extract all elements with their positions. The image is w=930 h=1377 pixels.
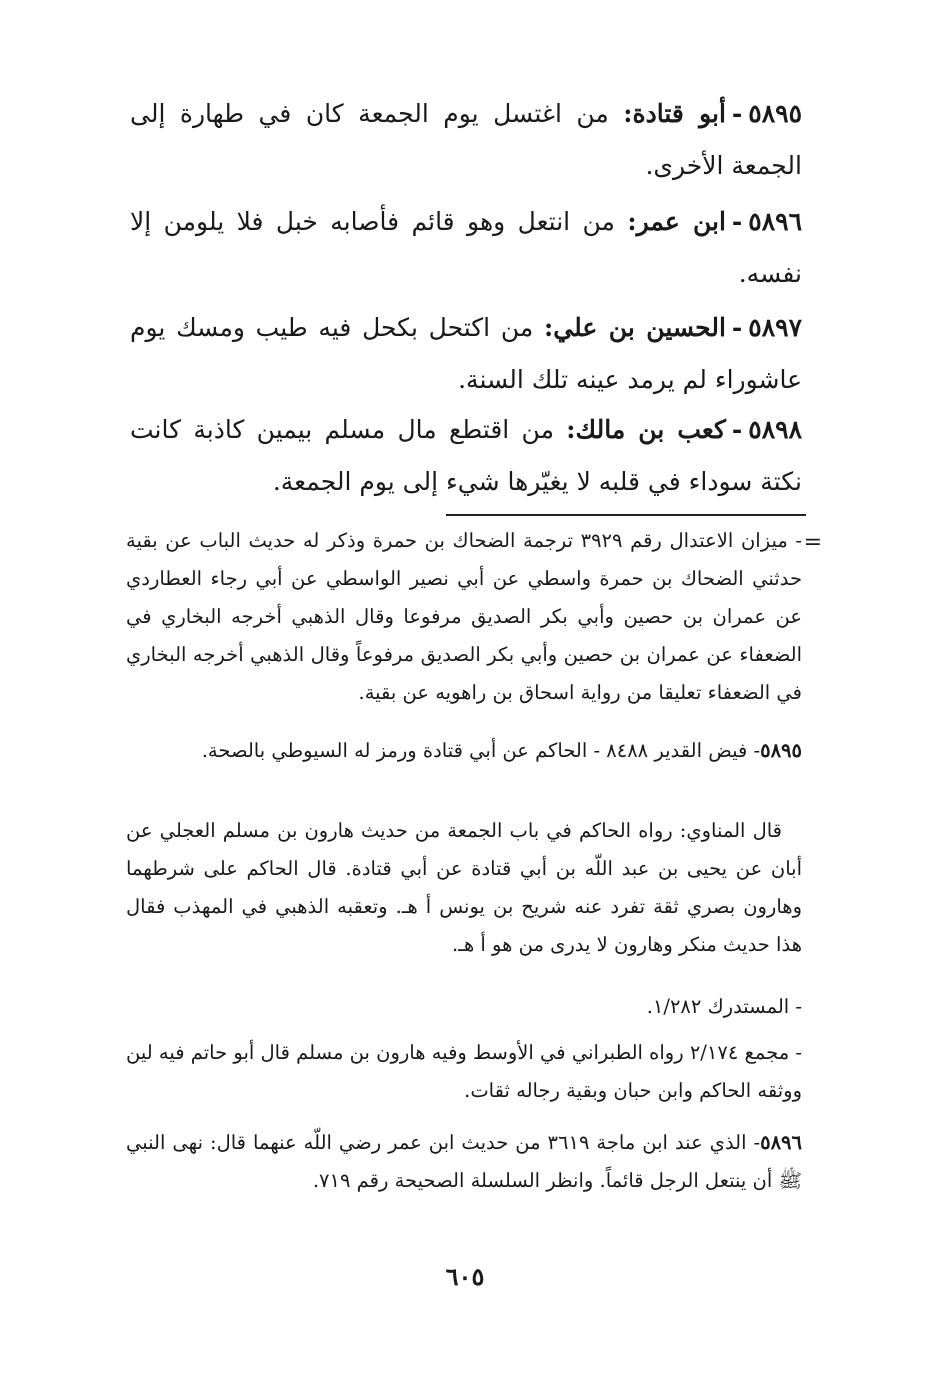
- hadith-5898: ٥٨٩٨-كعب بن مالك: من اقتطع مال مسلم بيمين كاذبة كانت نكتة سوداء في قلبه لا يغيّرها شيء إلى يوم الجمعة.: [130, 415, 802, 496]
- hadith-narrator: أبو قتادة:: [623, 99, 726, 128]
- hadith-narrator: كعب بن مالك:: [566, 415, 726, 444]
- continuation-mark: =: [803, 530, 822, 555]
- footnote-text: - الذي عند ابن ماجة ٣٦١٩ من حديث ابن عمر رضي اللّه عنهما قال: نهى النبي ﷺ أن ينتعل الرجل قائماً. وانظر السلسلة الصحيحة رقم ٧١٩.: [126, 1131, 802, 1192]
- page-number: ٦٠٥: [445, 1262, 485, 1291]
- hadith-number: ٥٨٩٨: [748, 415, 802, 444]
- footnote-number: ٥٨٩٦: [760, 1131, 803, 1154]
- footnote-munawi: قال المناوي: رواه الحاكم في باب الجمعة من حديث هارون بن مسلم العجلي عن أبان عن يحيى بن عبد اللّه بن أبي قتادة عن أبي قتادة. قال الحاكم على شرطهما وهارون بصري ثقة تفرد عنه شريح بن يونس أ هـ. وتعقبه الذهبي في المهذب فقال هذا حديث منكر وهارون لا يدرى من هو أ هـ.: [126, 819, 802, 956]
- hadith-text: من اقتطع مال مسلم بيمين كاذبة كانت نكتة سوداء في قلبه لا يغيّرها شيء إلى يوم الجمعة.: [130, 415, 802, 496]
- footnote-5896: [126, 1124, 802, 1200]
- footnote-5895: [126, 732, 802, 770]
- footnote-majma: - مجمع ٢/١٧٤ رواه الطبراني في الأوسط وفيه هارون بن مسلم قال أبو حاتم فيه لين ووثقه الحاكم وابن حبان وبقية رجاله ثقات.: [126, 1041, 803, 1102]
- hadith-number: ٥٨٩٥: [748, 99, 803, 128]
- hadith-number: ٥٨٩٦: [748, 207, 803, 236]
- footnote-number: ٥٨٩٥: [760, 739, 802, 762]
- hadith-5896: ٥٨٩٦-ابن عمر: من انتعل وهو قائم فأصابه خبل فلا يلومن إلا نفسه.: [130, 207, 803, 288]
- hadith-5897: ٥٨٩٧-الحسين بن علي: من اكتحل بكحل فيه طيب ومسك يوم عاشوراء لم يرمد عينه تلك السنة.: [130, 313, 802, 394]
- hadith-text: من اغتسل يوم الجمعة كان في طهارة إلى الجمعة الأخرى.: [130, 99, 802, 180]
- hadith-text: من انتعل وهو قائم فأصابه خبل فلا يلومن إلا نفسه.: [130, 207, 802, 288]
- hadith-text: من اكتحل بكحل فيه طيب ومسك يوم عاشوراء لم يرمد عينه تلك السنة.: [130, 313, 802, 394]
- hadith-number: ٥٨٩٧: [748, 313, 802, 342]
- footnote-mizan: - ميزان الاعتدال رقم ٣٩٢٩ ترجمة الضحاك بن حمرة وذكر له حديث الباب عن بقية حدثني الضحاك بن حمرة واسطي عن أبي نصير الواسطي عن أبي رجاء العطاردي عن عمران بن حصين وأبي بكر الصديق مرفوعا وقال الذهبي أخرجه البخاري في الضعفاء عن عمران بن حصين وأبي بكر الصديق مرفوعاً وقال الذهبي أخرجه البخاري في الضعفاء تعليقا من رواية اسحاق بن راهويه عن بقية.: [126, 529, 802, 704]
- hadith-narrator: ابن عمر:: [627, 207, 726, 236]
- footnote-text: - فيض القدير ٨٤٨٨ - الحاكم عن أبي قتادة ورمز له السيوطي بالصحة.: [201, 739, 761, 762]
- hadith-narrator: الحسين بن علي:: [544, 313, 726, 342]
- footnote-divider: [446, 514, 806, 516]
- hadith-5895: ٥٨٩٥-أبو قتادة: من اغتسل يوم الجمعة كان في طهارة إلى الجمعة الأخرى.: [130, 99, 803, 180]
- footnote-mustadrak: - المستدرك ١/٢٨٢.: [646, 995, 802, 1018]
